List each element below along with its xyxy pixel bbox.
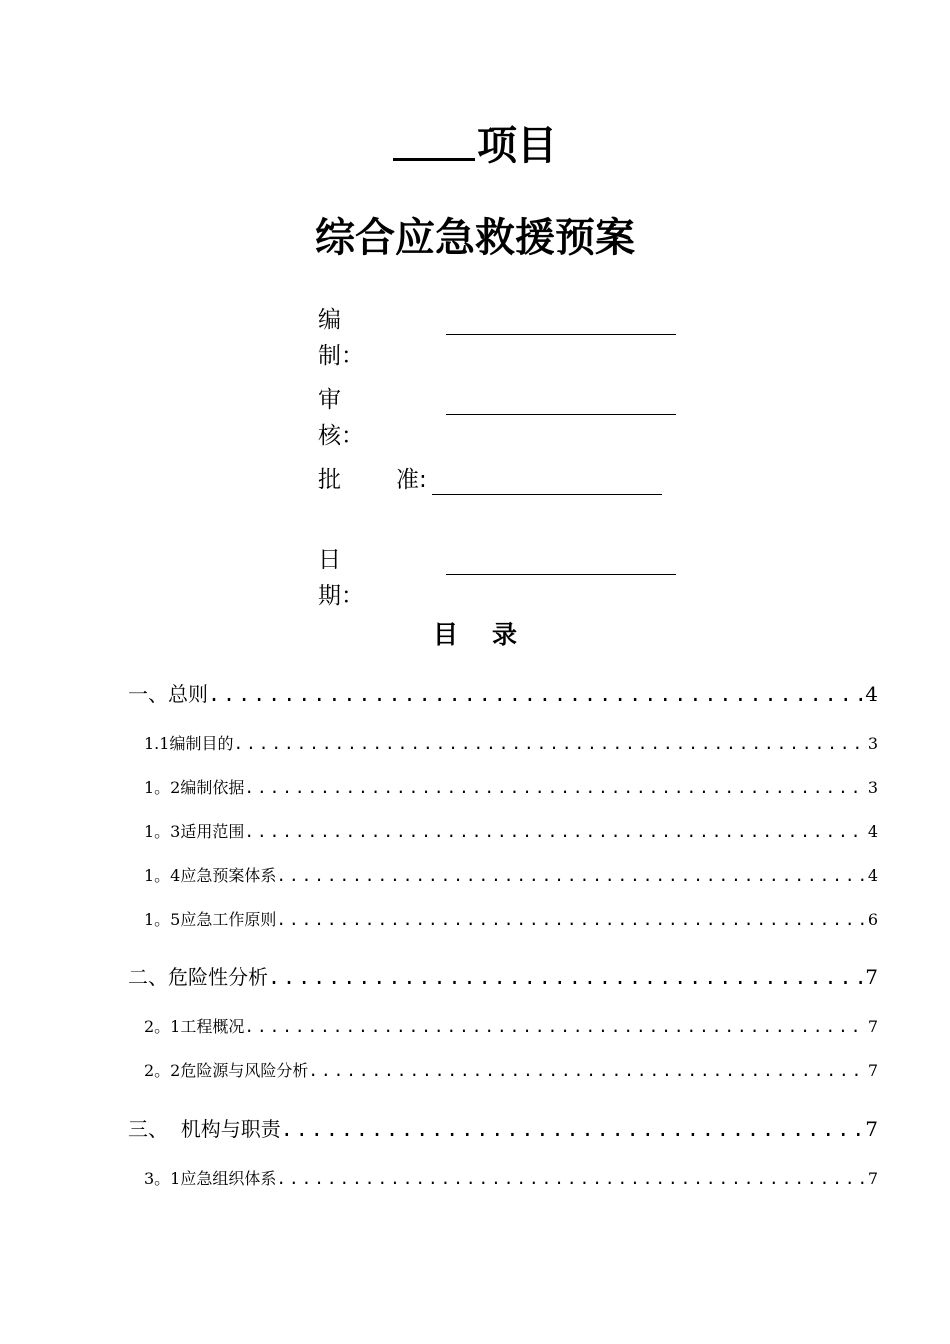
toc-leader-dots [276, 906, 865, 934]
toc-entry[interactable] [128, 1113, 878, 1145]
toc-entry-text: 一、总则 [128, 682, 208, 706]
toc-entry-text: 二、危险性分析 [128, 965, 268, 989]
toc-leader-dots [276, 1165, 865, 1193]
toc-entry-page: 3 [867, 778, 878, 797]
toc-entry[interactable] [128, 678, 878, 710]
toc-entry-text: 三、 机构与职责 [128, 1117, 281, 1141]
toc-heading-char1: 目 [432, 620, 458, 649]
toc-leader-dots [244, 818, 865, 846]
toc-entry-page: 6 [867, 910, 878, 929]
toc-entry[interactable] [128, 961, 878, 993]
signature-label-char1: 批 [318, 467, 341, 493]
toc-entry-page: 4 [867, 822, 878, 841]
signature-label-char2: 制： [318, 343, 364, 369]
project-title-suffix: 项目 [477, 123, 557, 169]
toc-heading-char2: 录 [492, 620, 518, 649]
toc-leader-dots [233, 730, 865, 758]
signature-line [446, 574, 676, 575]
toc-leader-dots [281, 1113, 864, 1145]
toc-entry-page: 3 [867, 734, 878, 753]
toc-entry-page: 4 [867, 866, 878, 885]
toc-entry-text: 1。2编制依据 [144, 778, 245, 797]
toc-entry[interactable] [144, 862, 878, 890]
signature-line [446, 334, 676, 335]
toc-leader-dots [244, 774, 865, 802]
toc-entry[interactable] [144, 818, 878, 846]
toc-entry-page: 7 [867, 1169, 878, 1188]
toc-entry[interactable] [144, 906, 878, 934]
toc-entry-page: 7 [865, 965, 878, 989]
toc-leader-dots [308, 1057, 865, 1085]
toc-entry[interactable] [144, 730, 878, 758]
toc-entry-text: 2。2危险源与风险分析 [144, 1061, 309, 1080]
toc-leader-dots [244, 1013, 865, 1041]
toc-entry[interactable] [144, 774, 878, 802]
toc-entry-text: 1。4应急预案体系 [144, 866, 277, 885]
signature-label-char1: 审 [318, 387, 341, 413]
document-title: 综合应急救援预案 [315, 215, 635, 261]
toc-entry-text: 1。3适用范围 [144, 822, 245, 841]
signature-row-compile [318, 302, 428, 369]
toc-leader-dots [268, 961, 863, 993]
toc-entry[interactable] [144, 1057, 878, 1085]
toc-entry-page: 4 [865, 682, 878, 706]
signature-line [432, 494, 662, 495]
toc-heading [0, 615, 950, 655]
toc-entry-text: 2。1工程概况 [144, 1017, 245, 1036]
toc-leader-dots [208, 678, 863, 710]
signature-row-approve [318, 462, 428, 498]
toc-leader-dots [276, 862, 865, 890]
toc-entry-text: 3。1应急组织体系 [144, 1169, 277, 1188]
toc-entry-text: 1.1编制目的 [144, 734, 234, 753]
signature-row-date [318, 542, 428, 609]
toc-entry-text: 1。5应急工作原则 [144, 910, 277, 929]
signature-label-char1: 编 [318, 307, 341, 333]
project-title [0, 112, 950, 174]
toc-entry[interactable] [144, 1013, 878, 1041]
signature-label-char2: 核： [318, 423, 364, 449]
signature-row-review [318, 382, 428, 449]
signature-label-char2: 准: [396, 467, 427, 493]
signature-line [446, 414, 676, 415]
project-name-blank [393, 114, 475, 161]
toc-entry-page: 7 [867, 1061, 878, 1080]
signature-label-char1: 日 [318, 547, 341, 573]
toc-entry[interactable] [144, 1165, 878, 1193]
toc-entry-page: 7 [867, 1017, 878, 1036]
signature-label-char2: 期： [318, 583, 364, 609]
toc-entry-page: 7 [865, 1117, 878, 1141]
